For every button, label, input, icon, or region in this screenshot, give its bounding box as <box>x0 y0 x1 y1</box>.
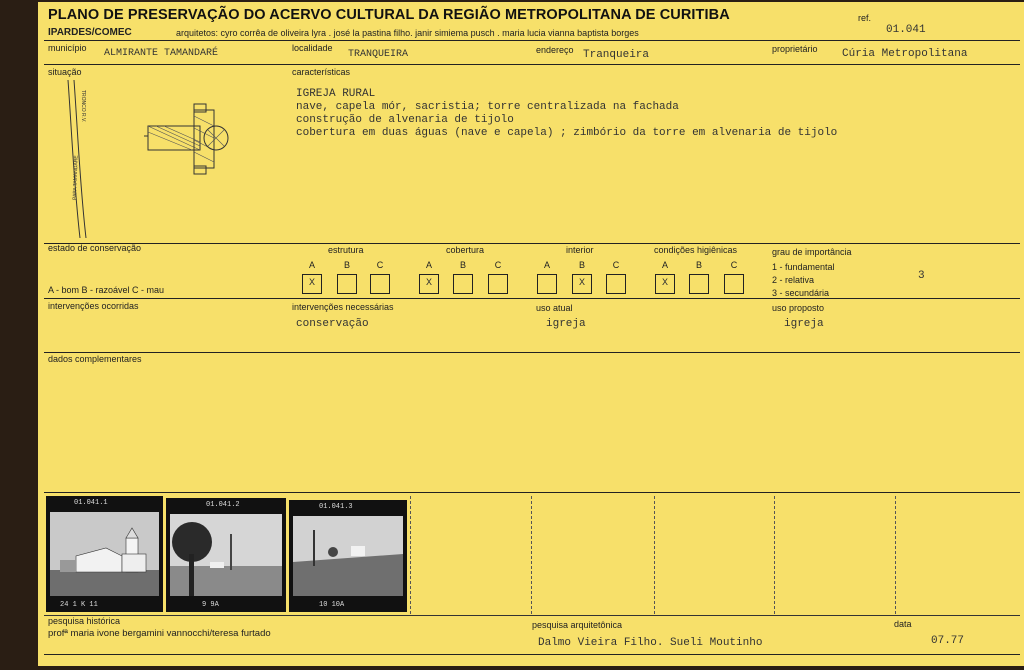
letter-c: C <box>376 260 384 270</box>
photo-code: 01.041.3 <box>319 503 353 511</box>
caracteristicas-line: IGREJA RURAL <box>296 88 376 100</box>
pesquisa-historica-label: pesquisa histórica <box>48 616 121 626</box>
page-title: PLANO DE PRESERVAÇÃO DO ACERVO CULTURAL DA REGIÃO METROPOLITANA DE CURITIBA <box>48 7 730 23</box>
letter-b: B <box>695 260 702 270</box>
road-label-2: PAPA TAMANDARÉ <box>72 155 80 201</box>
interior-c-box[interactable] <box>606 274 626 294</box>
importancia-label: grau de importância <box>772 247 852 257</box>
cobertura-a-box[interactable]: X <box>419 274 439 294</box>
church-photo-3 <box>293 516 403 596</box>
road-label-1: TRONCO R.V. <box>80 90 86 123</box>
uso-atual-label: uso atual <box>536 303 573 313</box>
letter-a: A <box>425 260 432 270</box>
cobertura-c-box[interactable] <box>488 274 508 294</box>
municipio-label: município <box>48 43 87 53</box>
photo-frame-number: 9 9A <box>202 601 219 609</box>
architects-text: arquitetos: cyro corrêa de oliveira lyra . josé la pastina filho. janir simiema pusch . maria lucia vianna baptista borges <box>176 28 639 38</box>
localidade-label: localidade <box>292 43 333 53</box>
photo-code: 01.041.1 <box>74 499 108 507</box>
estrutura-b-box[interactable] <box>337 274 357 294</box>
cobertura-label: cobertura <box>446 245 485 255</box>
photo-code: 01.041.2 <box>206 501 240 509</box>
pesquisa-historica-value: profª maria ivone bergamini vannocchi/teresa furtado <box>48 628 271 639</box>
photo-2[interactable] <box>166 498 286 612</box>
ref-value: 01.041 <box>886 24 926 36</box>
estrutura-c-box[interactable] <box>370 274 390 294</box>
letter-b: B <box>343 260 350 270</box>
letter-c: C <box>730 260 738 270</box>
letter-c: C <box>494 260 502 270</box>
uso-proposto-label: uso proposto <box>772 303 825 313</box>
letter-b: B <box>578 260 585 270</box>
estrutura-label: estrutura <box>328 245 364 255</box>
photo-frame-number: 24 1 K 11 <box>60 601 98 609</box>
photo-frame-number: 10 10A <box>319 601 345 609</box>
intervencoes-necessarias-label: intervenções necessárias <box>292 302 394 312</box>
situacao-label: situação <box>48 67 82 77</box>
caracteristicas-line: nave, capela mór, sacristia; torre centralizada na fachada <box>296 101 679 113</box>
uso-atual-value: igreja <box>546 318 586 330</box>
municipio-value: ALMIRANTE TAMANDARÉ <box>104 48 219 59</box>
endereco-value: Tranqueira <box>583 49 650 61</box>
condicoes-label: condições higiênicas <box>654 245 738 255</box>
caracteristicas-line: construção de alvenaria de tijolo <box>296 114 514 126</box>
church-plan-sketch <box>144 104 228 174</box>
letter-a: A <box>543 260 550 270</box>
conservacao-label: estado de conservação <box>48 243 142 253</box>
importancia-value: 3 <box>918 270 925 282</box>
caracteristicas-label: características <box>292 67 351 77</box>
intervencoes-ocorridas-label: intervenções ocorridas <box>48 301 139 311</box>
record-card <box>38 2 1024 666</box>
endereco-label: endereço <box>536 45 574 55</box>
condicoes-b-box[interactable] <box>689 274 709 294</box>
proprietario-label: proprietário <box>772 44 818 54</box>
situation-sketch <box>48 76 268 240</box>
data-label: data <box>894 619 912 629</box>
letter-a: A <box>308 260 315 270</box>
ref-label: ref. <box>858 13 872 23</box>
letter-a: A <box>661 260 668 270</box>
caracteristicas-line: cobertura em duas águas (nave e capela) ; zimbório da torre em alvenaria de tijolo <box>296 127 838 139</box>
condicoes-c-box[interactable] <box>724 274 744 294</box>
interior-label: interior <box>566 245 594 255</box>
dados-complementares-label: dados complementares <box>48 354 142 364</box>
photo-3[interactable] <box>289 500 407 612</box>
importancia-option: 3 - secundária <box>772 288 830 298</box>
intervencoes-necessarias-value: conservação <box>296 318 369 330</box>
pesquisa-arquitetonica-label: pesquisa arquitetônica <box>532 620 623 630</box>
photo-1[interactable] <box>46 496 163 612</box>
interior-b-box[interactable]: X <box>572 274 592 294</box>
condicoes-a-box[interactable]: X <box>655 274 675 294</box>
importancia-option: 2 - relativa <box>772 275 815 285</box>
pesquisa-arquitetonica-value: Dalmo Vieira Filho. Sueli Moutinho <box>538 637 763 649</box>
uso-proposto-value: igreja <box>784 318 824 330</box>
letter-c: C <box>612 260 620 270</box>
importancia-option: 1 - fundamental <box>772 262 835 272</box>
letter-b: B <box>459 260 466 270</box>
caracteristicas-text <box>296 88 837 140</box>
cobertura-b-box[interactable] <box>453 274 473 294</box>
proprietario-value: Cúria Metropolitana <box>842 48 968 60</box>
data-value: 07.77 <box>931 635 965 647</box>
interior-a-box[interactable] <box>537 274 557 294</box>
church-photo-2 <box>170 514 282 596</box>
org-label: IPARDES/COMEC <box>48 27 132 38</box>
church-photo-1 <box>50 512 159 596</box>
conservacao-legend: A - bom B - razoável C - mau <box>48 285 165 295</box>
localidade-value: TRANQUEIRA <box>348 49 409 60</box>
estrutura-a-box[interactable]: X <box>302 274 322 294</box>
